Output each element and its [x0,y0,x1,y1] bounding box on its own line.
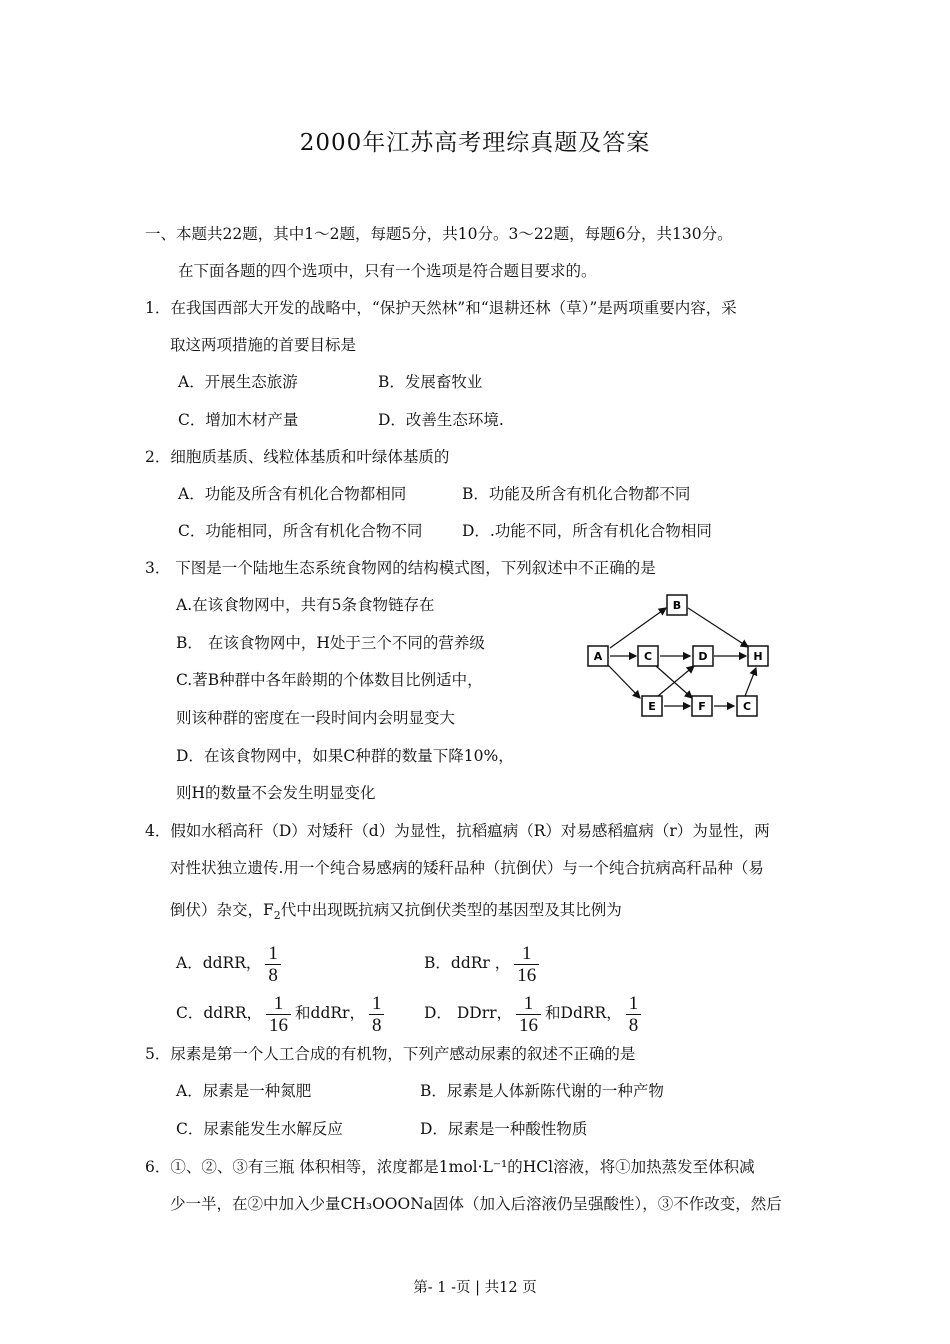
q4-option-d-label: D． DDrr， [424,1004,513,1022]
node-d [693,646,713,666]
q4-option-a-label: A．ddRR， [176,954,262,972]
page-footer: 第- 1 -页 | 共12 页 [413,1280,537,1296]
q1-stem-line1: 1．在我国西部大开发的战略中，“保护天然林”和“退耕还林（草）”是两项重要内容，采 [145,299,737,317]
q4-option-c-mid: 和ddRr， [295,1004,365,1022]
q4-option-a-fraction [265,943,281,986]
frac-numerator: 1 [266,993,291,1015]
frac-denominator: 8 [268,964,278,986]
q4-option-c-fraction1 [266,993,291,1036]
frac-numerator: 1 [369,993,385,1015]
q6-stem-line1: 6．①、②、③有三瓶 体积相等，浓度都是1mol·L⁻¹的HCl溶液，将①加热蒸发至体积减 [145,1158,755,1176]
node-a-label: A [593,650,603,663]
q2-option-c: C．功能相同，所含有机化合物不同 [178,522,423,540]
node-d-label: D [698,650,708,663]
q4-option-a [176,940,285,986]
q2-option-b: B．功能及所含有机化合物都不同 [462,485,691,503]
q3-option-d-line2: 则H的数量不会发生明显变化 [176,784,376,802]
q5-option-c: C．尿素能发生水解反应 [176,1120,343,1138]
food-web-edges [608,608,756,706]
q1-option-a: A．开展生态旅游 [178,373,298,391]
q6-stem-line2: 少一半，在②中加入少量CH₃OOONa固体（加入后溶液仍呈强酸性），③不作改变，然后 [170,1195,782,1213]
q3-option-d-line1: D．在该食物网中，如果C种群的数量下降10%， [176,747,514,765]
frac-numerator: 1 [265,943,281,965]
section-instruction: 在下面各题的四个选项中，只有一个选项是符合题目要求的。 [178,262,597,280]
q3-option-c-line1: C.著B种群中各年龄期的个体数目比例适中， [176,671,483,689]
q2-option-d: D．.功能不同，所含有机化合物相同 [462,522,712,540]
edge-b-h [688,608,748,647]
q4-option-c-label: C．ddRR， [176,1004,263,1022]
node-h-label: H [753,650,763,663]
q3-option-a: A.在该食物网中，共有5条食物链存在 [176,596,435,614]
frac-denominator: 8 [371,1014,382,1036]
food-web-diagram [580,588,780,728]
q2-option-a: A．功能及所含有机化合物都相同 [178,485,407,503]
node-b [667,595,687,615]
q4-option-b [424,940,543,986]
node-f [692,696,712,716]
q4-option-d-fraction2 [626,993,642,1036]
q3-stem: 3． 下图是一个陆地生态系统食物网的结构模式图，下列叙述中不正确的是 [145,559,656,577]
section-heading: 一、本题共22题，其中1～2题，每题5分，共10分。3～22题，每题6分，共130分。 [145,225,733,243]
q4-option-c [176,990,388,1036]
node-c [638,646,658,666]
q4-option-b-fraction [514,943,539,986]
q4-stem-line3-a: 倒伏）杂交，F [170,901,274,919]
node-e [642,696,662,716]
edge-e-d [658,666,694,696]
q5-option-a: A．尿素是一种氮肥 [176,1082,312,1100]
edge-a-e [608,665,640,698]
node-h [748,646,768,666]
frac-numerator: 1 [626,993,642,1015]
q4-f2-subscript: 2 [273,909,281,923]
q4-option-b-label: B．ddRr ， [424,954,511,972]
node-c2-label: C [742,700,752,713]
node-f-label: F [698,700,706,713]
frac-numerator: 1 [514,943,539,965]
q4-stem-line2: 对性状独立遗传.用一个纯合易感病的矮秆品种（抗倒伏）与一个纯合抗病高秆品种（易 [170,859,764,877]
q3-option-c-line2: 则该种群的密度在一段时间内会明显变大 [176,709,456,727]
node-c2 [737,696,757,716]
q2-stem: 2．细胞质基质、线粒体基质和叶绿体基质的 [145,448,450,466]
frac-denominator: 16 [517,964,537,986]
node-c-label: C [643,650,653,663]
q4-option-d-mid: 和DdRR， [545,1004,622,1022]
q3-option-b: B． 在该食物网中，H处于三个不同的营养级 [176,634,485,652]
q4-stem-line3 [170,899,622,927]
q4-stem-line1: 4．假如水稻高秆（D）对矮秆（d）为显性，抗稻瘟病（R）对易感稻瘟病（r）为显性，两 [145,822,770,840]
frac-numerator: 1 [516,993,541,1015]
q1-option-d: D．改善生态环境. [378,411,504,429]
node-a [588,646,608,666]
q4-option-d [424,990,645,1036]
q5-stem: 5．尿素是第一个人工合成的有机物，下列产感动尿素的叙述不正确的是 [145,1045,636,1063]
q1-stem-line2: 取这两项措施的首要目标是 [170,336,357,354]
page-title: 2000年江苏高考理综真题及答案 [299,130,651,156]
frac-denominator: 16 [519,1014,539,1036]
frac-denominator: 8 [628,1014,639,1036]
edge-c2-h [745,668,756,696]
q5-option-b: B．尿素是人体新陈代谢的一种产物 [420,1082,664,1100]
frac-denominator: 16 [269,1014,289,1036]
q5-option-d: D．尿素是一种酸性物质 [420,1120,588,1138]
q1-option-c: C．增加木材产量 [178,411,299,429]
q4-option-d-fraction1 [516,993,541,1036]
node-e-label: E [648,700,656,713]
edge-a-b [610,608,666,648]
node-b-label: B [672,599,682,612]
q4-stem-line3-b: 代中出现既抗病又抗倒伏类型的基因型及其比例为 [280,901,622,919]
q4-option-c-fraction2 [369,993,385,1036]
q1-option-b: B．发展畜牧业 [378,373,483,391]
